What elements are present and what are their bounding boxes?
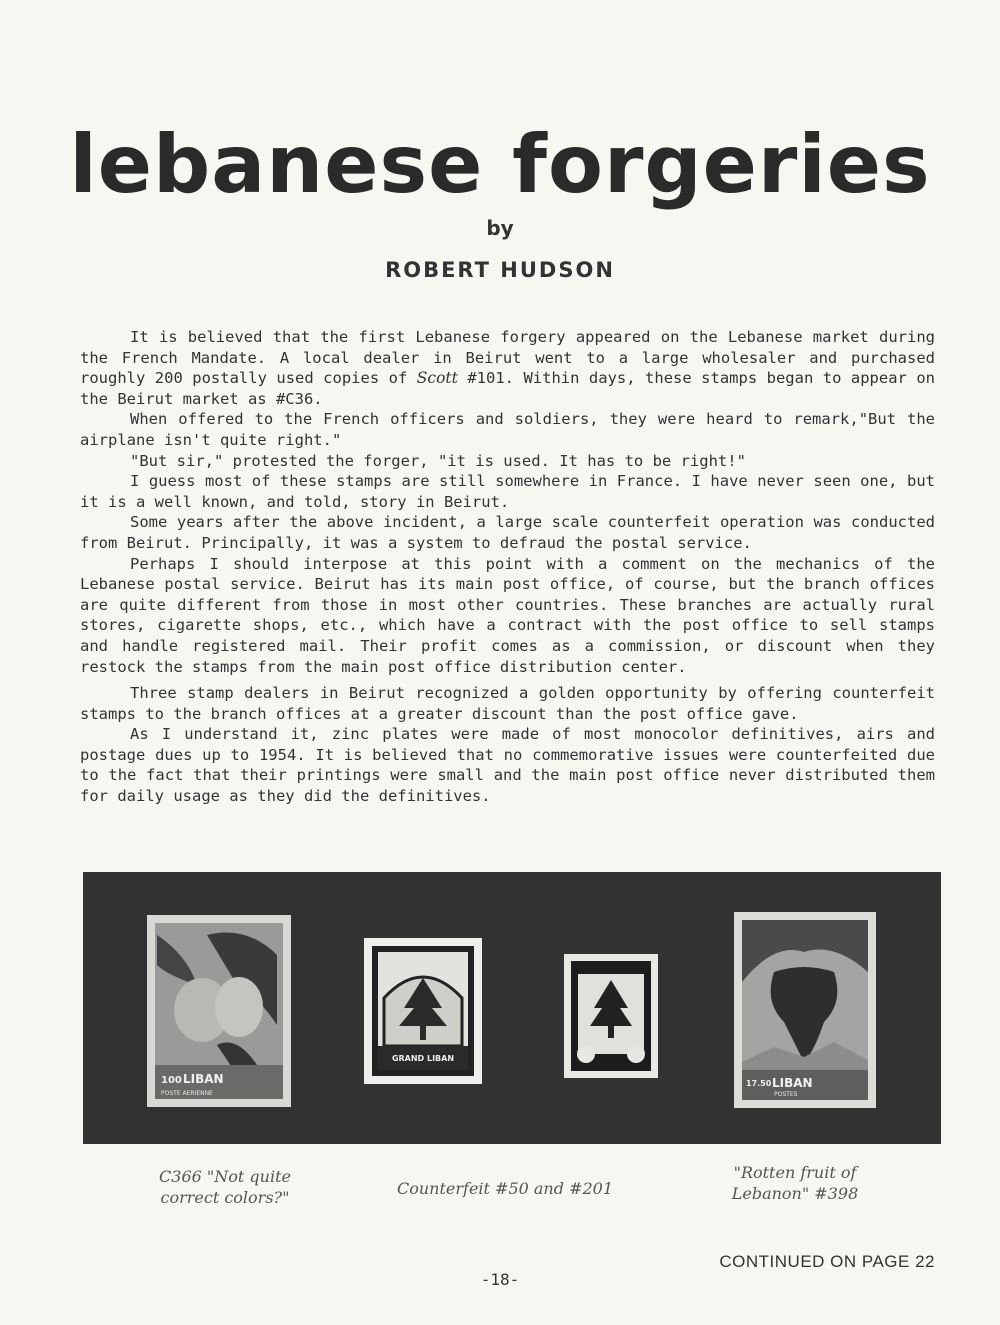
page-number: -18-: [480, 1270, 520, 1289]
paragraph: It is believed that the first Lebanese forgery appeared on the Lebanese market during the French Mandate. A local dealer in Beirut went to a large wholesaler and purchased roughly 200 postally used copies of Scott #101. Within days, these stamps began to appear on the Beirut market as #C36.: [80, 328, 935, 408]
paragraph: Perhaps I should interpose at this point with a comment on the mechanics of the Lebanese postal service. Beirut has its main post office, of course, but the branch offices are quite different from those in most other countries. These branches are actually rural stores, cigarette shops, etc., which have a contract with the post office to sell stamps and handle registered mail. Their profit comes as a commission, or discount when they restock the stamps from the main post office distribution center.: [80, 554, 935, 676]
scott-italic: Scott: [416, 369, 458, 388]
paragraph: When offered to the French officers and soldiers, they were heard to remark,"But the airplane isn't quite right.": [80, 410, 935, 449]
stamp-country-label: LIBAN: [772, 1076, 813, 1090]
paragraph: Three stamp dealers in Beirut recognized a golden opportunity by offering counterfeit stamps to the branch offices at a greater discount than the post office gave.: [80, 684, 935, 723]
stamp-grapes: [734, 912, 876, 1108]
caption-right: "Rotten fruit of Lebanon" #398: [731, 1163, 859, 1203]
paragraph: I guess most of these stamps are still somewhere in France. I have never seen one, but it is a well known, and told, story in Beirut.: [80, 472, 935, 511]
article-body: [80, 327, 935, 807]
paragraph: As I understand it, zinc plates were made of most monocolor definitives, airs and postage dues up to 1954. It is believed that no commemorative issues were counterfeited due to the fact that their printings were small and the main post office never distributed them for daily usage as they did the definitives.: [80, 725, 935, 806]
stamp-country-label: GRAND LIBAN: [391, 1054, 455, 1063]
stamp-lemons: [147, 915, 291, 1107]
svg-text:17.50: 17.50: [746, 1079, 772, 1088]
stamp-grand-liban: [364, 938, 482, 1084]
svg-text:100: 100: [161, 1075, 182, 1086]
article-title: lebanese forgeries: [69, 118, 931, 211]
svg-text:POSTES: POSTES: [774, 1091, 798, 1098]
caption-left: C366 "Not quite correct colors?": [159, 1167, 291, 1207]
paragraph: "But sir," protested the forger, "it is used. It has to be right!": [130, 451, 746, 470]
caption-middle: Counterfeit #50 and #201: [396, 1179, 614, 1198]
byline: by: [486, 216, 514, 240]
svg-text:POSTE AERIENNE: POSTE AERIENNE: [161, 1090, 213, 1097]
stamp-country-label: LIBAN: [183, 1072, 224, 1086]
author-name: ROBERT HUDSON: [385, 258, 615, 282]
stamps-photo: [83, 872, 941, 1144]
stamp-cedar-small: [564, 954, 658, 1078]
continued-note: CONTINUED ON PAGE 22: [719, 1252, 935, 1271]
paragraph: Some years after the above incident, a large scale counterfeit operation was conducted from Beirut. Principally, it was a system to defraud the postal service.: [80, 513, 935, 552]
